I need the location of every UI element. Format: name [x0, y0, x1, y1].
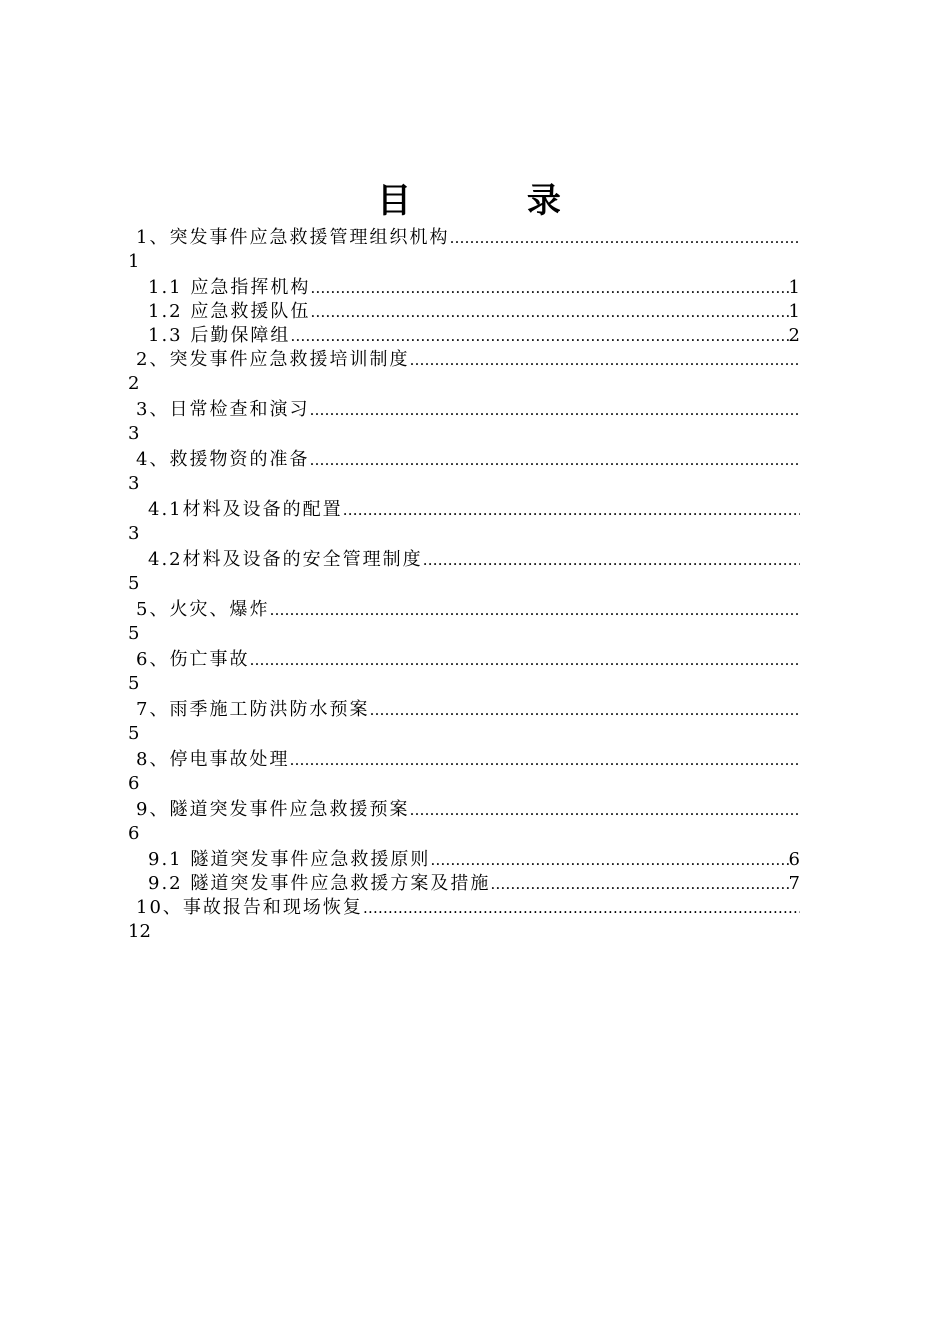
toc-entry[interactable]: [128, 848, 800, 872]
toc-dot-leader: [310, 276, 788, 300]
toc-dot-leader: [309, 398, 800, 422]
toc-entry[interactable]: [128, 698, 800, 748]
toc-entry-label: 3、日常检查和演习: [136, 399, 310, 420]
toc-entry-row: [128, 872, 800, 896]
toc-entry[interactable]: [128, 226, 800, 276]
toc-entry-row: [128, 748, 800, 772]
toc-entry[interactable]: [128, 448, 800, 498]
toc-page-number: 3: [128, 523, 140, 544]
toc-entry-label: 7、雨季施工防洪防水预案: [136, 699, 370, 720]
toc-page-number: 6: [128, 823, 140, 844]
toc-page-number: 3: [128, 423, 140, 444]
toc-entry-row: [128, 276, 800, 300]
toc-dot-leader: [363, 896, 800, 920]
toc-entry-label: 4、救援物资的准备: [136, 449, 310, 470]
toc-entry-row: [128, 648, 800, 672]
toc-entry-row: [128, 698, 800, 722]
page-title: 目 录: [377, 181, 613, 221]
toc-entry-row: [128, 848, 800, 872]
toc-dot-leader: [490, 872, 788, 896]
toc-entry-row: [128, 498, 800, 522]
toc-dot-leader: [249, 648, 800, 672]
toc-page-number: 1: [128, 251, 140, 272]
toc-page-number: 5: [128, 573, 140, 594]
toc-entry[interactable]: [128, 348, 800, 398]
toc-entry[interactable]: [128, 648, 800, 698]
toc-entry[interactable]: [128, 300, 800, 324]
toc-page-number: 7: [788, 873, 800, 894]
toc-entry-label: 4.1材料及设备的配置: [148, 499, 343, 520]
toc-dot-leader: [430, 848, 788, 872]
toc-page-number: 5: [128, 673, 140, 694]
toc-entry-label: 9.1 隧道突发事件应急救援原则: [148, 849, 431, 870]
toc-entry-label: 4.2材料及设备的安全管理制度: [148, 549, 423, 570]
toc-entry-label: 10、事故报告和现场恢复: [136, 897, 363, 918]
toc-entry[interactable]: [128, 498, 800, 548]
toc-entry-label: 5、火灾、爆炸: [136, 599, 270, 620]
toc-entry-row: [128, 548, 800, 572]
toc-page-number: 5: [128, 723, 140, 744]
toc-page-number: 6: [128, 773, 140, 794]
toc-entry-row: [128, 448, 800, 472]
toc-entry-row: [128, 398, 800, 422]
toc-dot-leader: [409, 348, 800, 372]
toc-dot-leader: [269, 598, 800, 622]
toc-entry-label: 1.3 后勤保障组: [148, 325, 291, 346]
toc-entry-label: 6、伤亡事故: [136, 649, 250, 670]
toc-entry-label: 1、突发事件应急救援管理组织机构: [136, 227, 450, 248]
toc-entry-row: [128, 598, 800, 622]
toc-entry[interactable]: [128, 872, 800, 896]
toc-entry-row: [128, 324, 800, 348]
toc-dot-leader: [289, 748, 800, 772]
toc-entry-label: 9、隧道突发事件应急救援预案: [136, 799, 410, 820]
toc-entry-label: 9.2 隧道突发事件应急救援方案及措施: [148, 873, 491, 894]
toc-entry-label: 1.1 应急指挥机构: [148, 277, 311, 298]
toc-entry[interactable]: [128, 548, 800, 598]
toc-entry-label: 1.2 应急救援队伍: [148, 301, 311, 322]
toc-dot-leader: [409, 798, 800, 822]
toc-entry-row: [128, 348, 800, 372]
toc-page-number: 1: [788, 277, 800, 298]
toc-entry[interactable]: [128, 598, 800, 648]
toc-page-number: 2: [788, 325, 800, 346]
toc-dot-leader: [343, 498, 800, 522]
toc-entry[interactable]: [128, 276, 800, 300]
toc-dot-leader: [290, 324, 788, 348]
toc-page-number: 6: [788, 849, 800, 870]
toc-entry[interactable]: [128, 324, 800, 348]
toc-dot-leader: [309, 448, 800, 472]
toc-entry[interactable]: [128, 798, 800, 848]
toc-entry-label: 2、突发事件应急救援培训制度: [136, 349, 410, 370]
toc-entry-row: [128, 226, 800, 250]
toc-dot-leader: [310, 300, 788, 324]
toc-page-number: 3: [128, 473, 140, 494]
toc-dot-leader: [423, 548, 800, 572]
toc-page-number: 5: [128, 623, 140, 644]
toc-entry[interactable]: [128, 896, 800, 946]
toc-entry-label: 8、停电事故处理: [136, 749, 290, 770]
toc-entry-row: [128, 896, 800, 920]
toc-dot-leader: [449, 226, 800, 250]
toc-entry[interactable]: [128, 748, 800, 798]
toc-entry-row: [128, 300, 800, 324]
toc-page-number: 1: [788, 301, 800, 322]
toc-dot-leader: [369, 698, 800, 722]
toc-entry[interactable]: [128, 398, 800, 448]
toc-page-number: 2: [128, 373, 140, 394]
table-of-contents: [128, 226, 800, 946]
toc-page-number: 12: [128, 921, 151, 942]
toc-entry-row: [128, 798, 800, 822]
